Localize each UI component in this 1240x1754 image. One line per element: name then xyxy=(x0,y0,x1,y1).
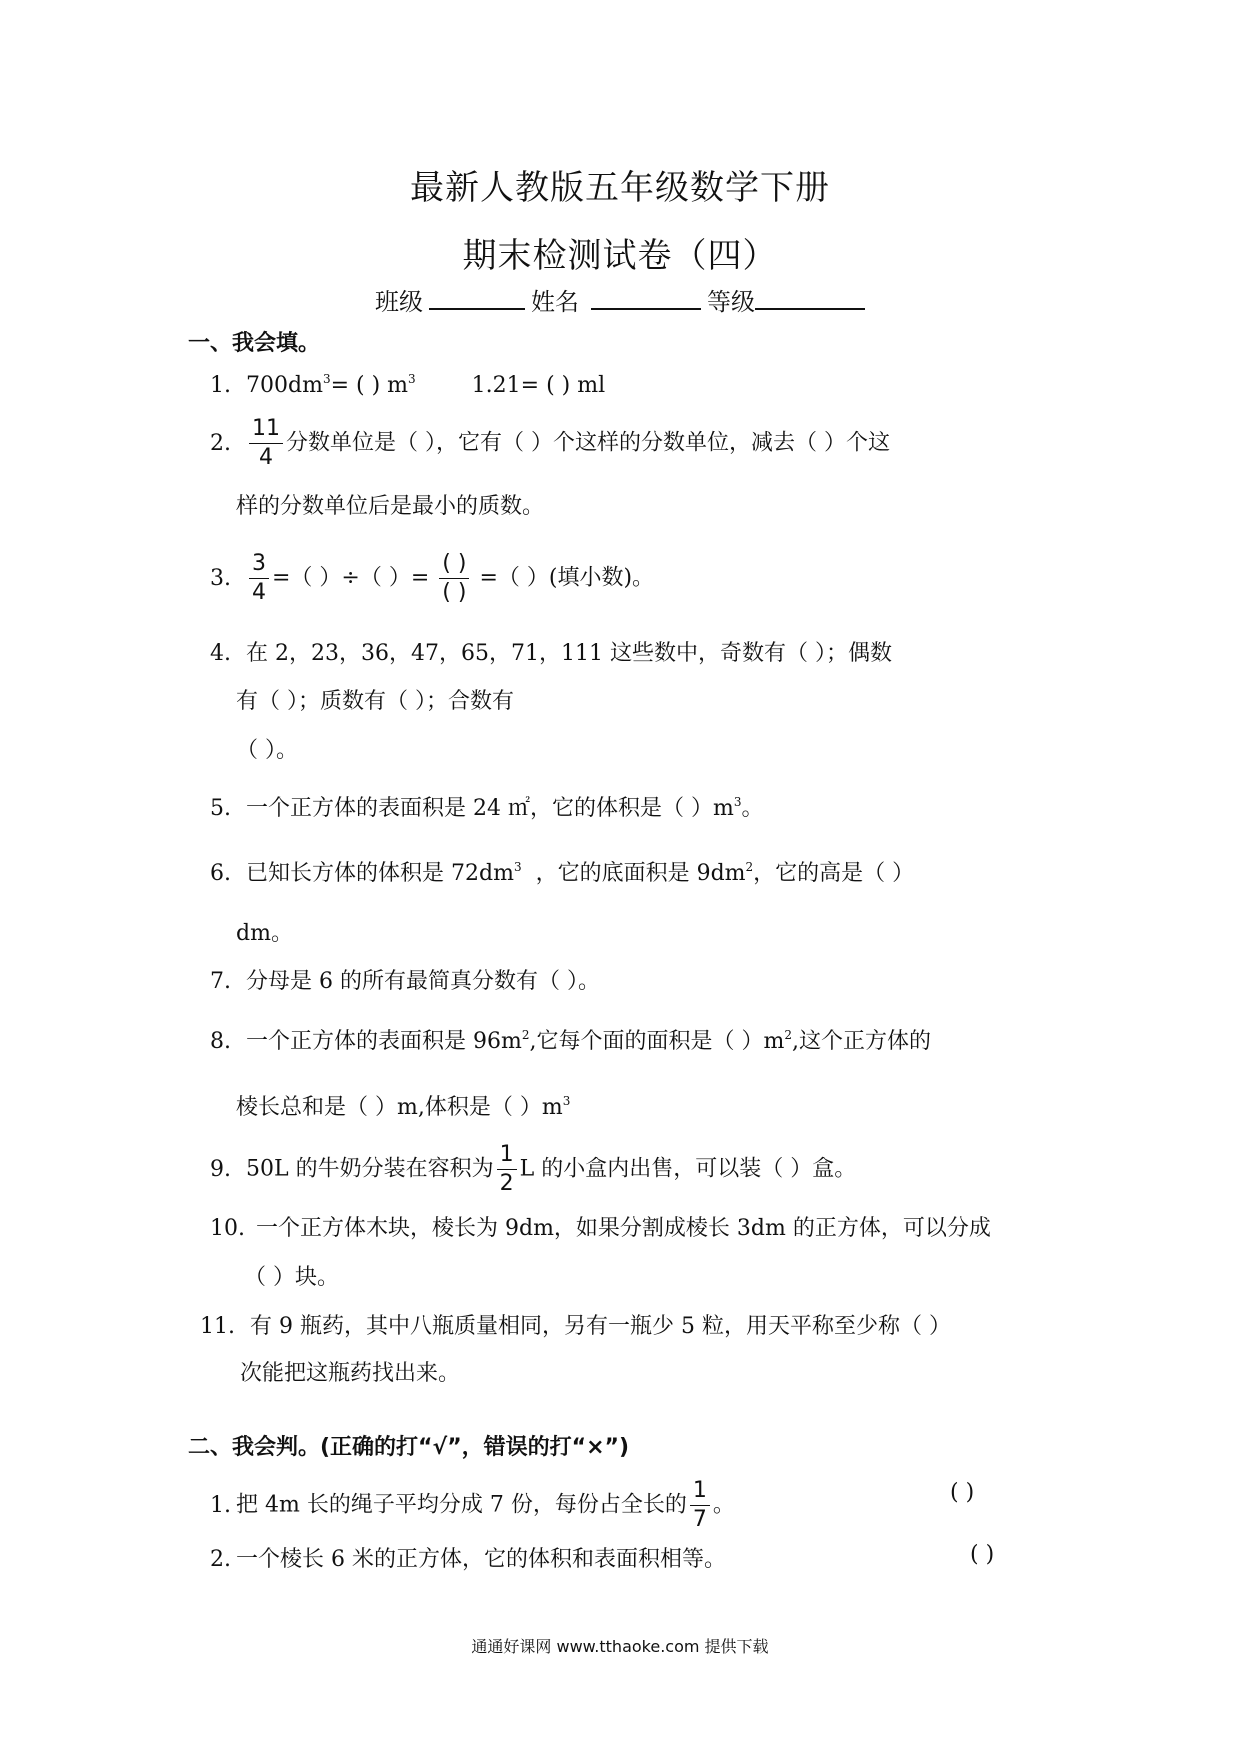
section-2-heading: 二、我会判。(正确的打“√”，错误的打“×”) xyxy=(188,1435,630,1460)
question-5: 5. 一个正方体的表面积是 24 ㎡，它的体积是（ ）$m^3$。 xyxy=(210,795,764,821)
judge-2: 2. 一个棱长 6 米的正方体，它的体积和表面积相等。 xyxy=(210,1547,726,1572)
blank-fraction: $\frac{( )}{( )}$ xyxy=(439,553,469,604)
question-10: 10. 一个正方体木块，棱长为 9dm，如果分割成棱长 3dm 的正方体，可以分成 xyxy=(210,1216,991,1241)
question-7: 7. 分母是 6 的所有最简真分数有（ ）。 xyxy=(210,969,600,994)
name-blank xyxy=(591,288,701,310)
question-8: 8. 一个正方体的表面积是 $96m^2$,它每个面的面积是（ ）$m^2$,这个正方体的 xyxy=(210,1028,931,1054)
judge-1: 1. 把 4m 长的绳子平均分成 7 份，每份占全长的 $\frac{1}{7}$ 。 xyxy=(210,1478,735,1532)
fraction-11-4: $\frac{11}{4}$ xyxy=(249,418,283,469)
question-4: 4. 在 2，23，36，47，65，71，111 这些数中，奇数有（ ）；偶数 xyxy=(210,641,892,666)
fraction-1-7: $\frac{1}{7}$ xyxy=(690,1480,710,1531)
question-3: 3. $\frac{3}{4}$ =（ ）÷（ ）= $\frac{( )}{( )}$ =（ ）(填小数)。 xyxy=(210,551,655,605)
question-4-line2: 有（ ）；质数有（ ）；合数有 xyxy=(236,689,514,714)
question-11: 11. 有 9 瓶药，其中八瓶质量相同，另有一瓶少 5 粒，用天平称至少称（ ） xyxy=(200,1314,951,1339)
question-6: 6. 已知长方体的体积是 $72dm^3$ ，它的底面积是 $9dm^2$，它的高是（ ） xyxy=(210,860,915,886)
class-blank xyxy=(429,288,525,310)
section-1-heading: 一、我会填。 xyxy=(188,331,321,356)
judge-1-answer-paren: ( ) xyxy=(950,1480,975,1505)
footer-credit: 通通好课网 www.tthaoke.com 提供下载 xyxy=(471,1637,769,1656)
question-6-line2: dm。 xyxy=(236,921,293,946)
name-label: 姓名 xyxy=(531,288,579,316)
page-title: 最新人教版五年级数学下册 xyxy=(410,168,830,208)
fraction-3-4: $\frac{3}{4}$ xyxy=(249,553,269,604)
class-label: 班级 xyxy=(375,288,423,316)
fraction-1-2: $\frac{1}{2}$ xyxy=(497,1144,517,1195)
student-info xyxy=(375,282,871,317)
question-8-line2: 棱长总和是（ ）m,体积是（ ）$m^3$ xyxy=(236,1094,571,1120)
question-10-line2: （ ）块。 xyxy=(244,1265,339,1290)
page-subtitle: 期末检测试卷（四） xyxy=(462,236,778,276)
grade-label: 等级 xyxy=(707,288,755,316)
question-2: 2. $\frac{11}{4}$ 分数单位是（ ），它有（ ）个这样的分数单位，减去（ ）个这 xyxy=(210,416,890,470)
question-2-line2: 样的分数单位后是最小的质数。 xyxy=(236,494,545,519)
question-11-line2: 次能把这瓶药找出来。 xyxy=(240,1361,461,1386)
question-9: 9. 50L 的牛奶分装在容积为 $\frac{1}{2}$ L 的小盒内出售，可以装（ ）盒。 xyxy=(210,1142,857,1196)
question-1: 1. $700dm^3=$ ( ) $m^3$ 1.21= ( ) ml xyxy=(210,372,606,398)
judge-2-answer-paren: ( ) xyxy=(970,1542,995,1567)
question-4-line3: （ ）。 xyxy=(236,738,298,763)
grade-blank xyxy=(755,288,865,310)
